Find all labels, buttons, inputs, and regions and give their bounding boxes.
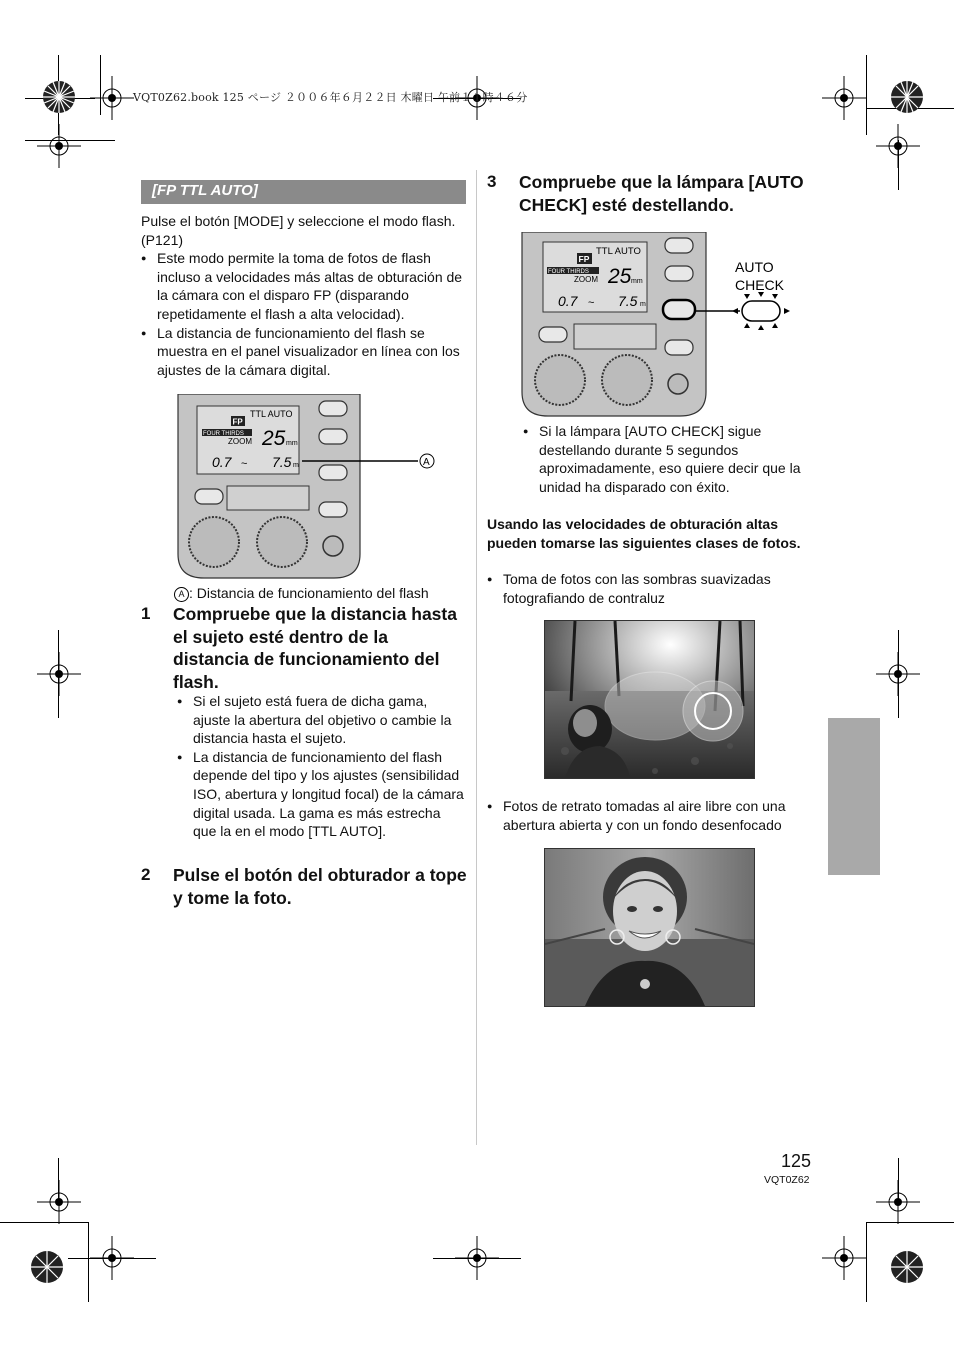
svg-text:25: 25 — [262, 427, 286, 450]
svg-text:FOUR THIRDS: FOUR THIRDS — [203, 431, 244, 437]
chapter-side-tab — [828, 718, 880, 875]
bold-paragraph: Usando las velocidades de obturación altas pueden tomarse las siguientes clases de fotos. — [487, 516, 801, 551]
step-title: Pulse el botón del obturador a tope y tome la foto. — [173, 865, 467, 908]
svg-text:0.7: 0.7 — [212, 454, 232, 470]
svg-text:~: ~ — [241, 458, 248, 470]
svg-text:FOUR THIRDS: FOUR THIRDS — [548, 269, 589, 275]
svg-text:ZOOM: ZOOM — [228, 437, 252, 446]
crosshair-icon — [37, 1180, 81, 1224]
flash-panel-figure — [174, 394, 444, 580]
crop-target-icon — [16, 1236, 78, 1298]
portrait-photo — [544, 848, 755, 1007]
lamp-bullet-block — [523, 422, 813, 496]
bullet-item: ● La distancia de funcionamiento del flash se muestra en el panel visualizador en línea con los ajustes de la cámara digital. — [141, 324, 466, 380]
crosshair-icon — [822, 76, 866, 120]
page-number: 125 — [781, 1151, 812, 1171]
lamp-label: AUTO — [735, 259, 774, 275]
svg-text:FP: FP — [232, 417, 243, 427]
crosshair-icon — [37, 124, 81, 168]
photo1-bullet-block — [487, 570, 812, 607]
step-number: 1 — [141, 604, 151, 623]
svg-text:TTL AUTO: TTL AUTO — [596, 246, 641, 257]
svg-text:mm: mm — [631, 278, 643, 285]
lamp-label: CHECK — [735, 277, 785, 293]
callout-marker: A — [174, 587, 189, 602]
svg-text:m: m — [640, 301, 646, 308]
left-intro-block — [141, 212, 466, 379]
svg-text:0.7: 0.7 — [558, 293, 578, 309]
photo2-bullet-block — [487, 797, 812, 834]
bullet-item: ● Si el sujeto está fuera de dicha gama, ajuste la abertura del objetivo o cambie la distancia hasta el sujeto. — [177, 692, 467, 748]
section-title: [FP TTL AUTO] — [152, 182, 258, 199]
step-title: Compruebe que la distancia hasta el sujeto esté dentro de la distancia de funcionamiento del flash. — [173, 604, 457, 692]
crop-target-icon — [28, 66, 90, 128]
backlit-photo — [544, 620, 755, 779]
step-number: 2 — [141, 865, 151, 884]
section-title-bar — [141, 180, 466, 204]
crop-target-icon — [876, 66, 938, 128]
svg-text:FP: FP — [578, 254, 590, 264]
print-header: VQT0Z62.book 125 ページ ２００６年６月２２日 木曜日 午前１１時４６分 — [133, 91, 528, 104]
bullet-item: ● La distancia de funcionamiento del flash depende del tipo y los ajustes (sensibilidad ISO, abertura y longitud focal) de la cámara digital usada. La gama es más estrecha que la en el modo [TTL AUTO]. — [177, 748, 467, 841]
crosshair-icon — [37, 652, 81, 696]
figure-caption: A : Distancia de funcionamiento del flash — [174, 585, 429, 602]
step1-bullets — [177, 692, 467, 841]
svg-text:A: A — [423, 457, 430, 468]
bullet-item: ● Fotos de retrato tomadas al aire libre con una abertura abierta y con un fondo desenfocado — [487, 797, 812, 834]
svg-text:7.5: 7.5 — [272, 454, 292, 470]
crosshair-icon — [822, 1236, 866, 1280]
svg-text:mm: mm — [286, 440, 298, 447]
flash-panel-figure — [520, 232, 800, 418]
svg-text:25: 25 — [608, 265, 632, 288]
bullet-item: ● Este modo permite la toma de fotos de flash incluso a velocidades más altas de obturación de la cámara con el disparo FP (disparando repetidamente el flash a alta velocidad). — [141, 249, 466, 323]
svg-text:7.5: 7.5 — [618, 293, 638, 309]
step-title: Compruebe que la lámpara [AUTO CHECK] esté destellando. — [519, 172, 804, 215]
bullet-item: ● Si la lámpara [AUTO CHECK] sigue destellando durante 5 segundos aproximadamente, eso quiere decir que la unidad ha disparado con éxito. — [523, 422, 813, 496]
crop-target-icon — [876, 1236, 938, 1298]
svg-text:~: ~ — [588, 297, 595, 309]
svg-text:TTL AUTO: TTL AUTO — [250, 409, 293, 419]
svg-text:m: m — [293, 462, 299, 469]
svg-text:ZOOM: ZOOM — [574, 275, 598, 284]
step-number: 3 — [487, 172, 497, 191]
model-code: VQT0Z62 — [764, 1174, 810, 1186]
column-divider — [476, 170, 477, 1145]
intro-text: Pulse el botón [MODE] y seleccione el modo flash. (P121) — [141, 213, 456, 248]
bullet-item: ● Toma de fotos con las sombras suavizadas fotografiando de contraluz — [487, 570, 812, 607]
crosshair-icon — [90, 76, 134, 120]
